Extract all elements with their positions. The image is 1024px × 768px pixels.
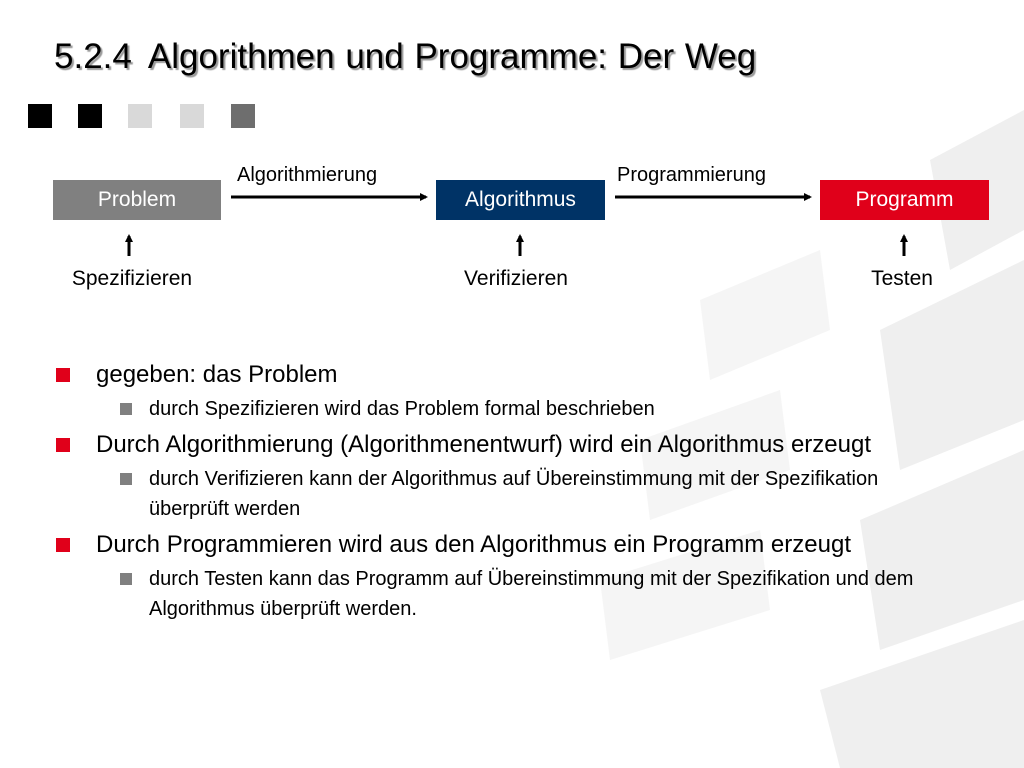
label-verifizieren: Verifizieren — [464, 267, 568, 290]
sub-bullet-text: durch Spezifizieren wird das Problem formal beschrieben — [149, 398, 655, 420]
sub-bullet-item — [120, 394, 956, 424]
bullet-text: Durch Algorithmierung (Algorithmenentwurf) wird ein Algorithmus erzeugt — [96, 431, 872, 458]
sub-bullet-text: durch Testen kann das Programm auf Übereinstimmung mit der Spezifikation und dem Algorithmus überprüft werden. — [149, 568, 914, 620]
sub-bullet-marker — [120, 573, 132, 585]
title-text: Algorithmen und Programme: Der Weg — [147, 37, 757, 76]
sub-bullet-item — [120, 564, 956, 624]
box-algorithmus: Algorithmus — [436, 180, 605, 220]
sub-bullet-text: durch Verifizieren kann der Algorithmus auf Übereinstimmung mit der Spezifikation überprüft werden — [149, 468, 879, 520]
bullet-list — [56, 358, 956, 628]
bullet-marker — [56, 538, 70, 552]
bullet-text: Durch Programmieren wird aus den Algorithmus ein Programm erzeugt — [96, 531, 851, 558]
bullet-text: gegeben: das Problem — [96, 361, 338, 388]
sub-bullet-marker — [120, 403, 132, 415]
label-algorithmierung: Algorithmierung — [237, 164, 378, 186]
box-programm: Programm — [820, 180, 989, 220]
label-programmierung: Programmierung — [617, 164, 766, 186]
bullet-marker — [56, 368, 70, 382]
bullet-item — [56, 358, 956, 392]
label-testen: Testen — [871, 267, 933, 290]
label-spezifizieren: Spezifizieren — [71, 267, 193, 290]
sub-bullet-item — [120, 464, 956, 524]
box-problem: Problem — [53, 180, 221, 220]
sub-bullet-marker — [120, 473, 132, 485]
bullet-item — [56, 428, 956, 462]
bullet-marker — [56, 438, 70, 452]
section-number: 5.2.4 — [54, 37, 132, 76]
bullet-item — [56, 528, 956, 562]
